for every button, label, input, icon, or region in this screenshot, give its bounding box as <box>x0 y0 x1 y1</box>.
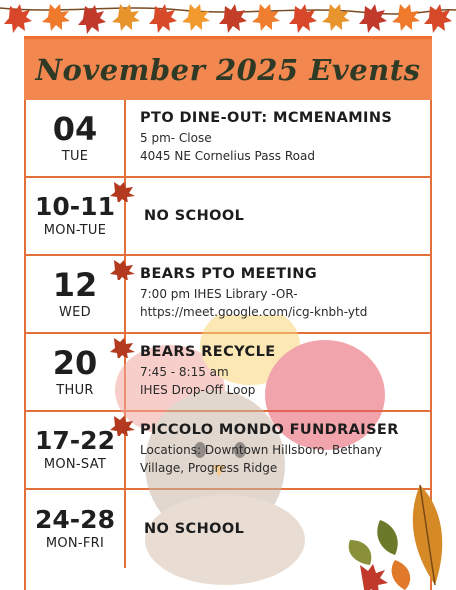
event-title: PTO DINE-OUT: MCMENAMINS <box>140 110 393 126</box>
event-row <box>26 334 430 412</box>
event-date: 12 <box>52 265 98 304</box>
event-row <box>26 256 430 334</box>
event-line: 7:45 - 8:15 am <box>140 365 229 379</box>
maple-leaf-icon <box>110 256 138 280</box>
event-line: 4045 NE Cornelius Pass Road <box>140 149 315 163</box>
event-date: 04 <box>52 109 98 148</box>
event-line: Locations: Downtown Hillsboro, Bethany <box>140 443 383 457</box>
event-details <box>126 178 430 254</box>
event-date: 20 <box>52 343 98 382</box>
event-details <box>126 100 430 176</box>
event-title: NO SCHOOL <box>144 521 245 537</box>
event-row <box>26 100 430 178</box>
event-day: TUE <box>61 148 89 164</box>
event-day: WED <box>59 304 91 320</box>
autumn-leaves-icon <box>340 485 456 590</box>
event-title: BEARS PTO MEETING <box>140 266 318 282</box>
event-day: MON-FRI <box>45 536 105 551</box>
event-day: MON-TUE <box>43 223 107 238</box>
maple-leaf-icon <box>110 412 138 436</box>
event-date: 17-22 <box>35 426 115 455</box>
event-row <box>26 178 430 256</box>
event-day: THUR <box>56 382 94 398</box>
event-title: PICCOLO MONDO FUNDRAISER <box>140 422 399 438</box>
event-details <box>126 334 430 410</box>
event-line: IHES Drop-Off Loop <box>140 383 256 397</box>
event-day: MON-SAT <box>43 457 107 472</box>
page-header <box>24 36 432 100</box>
event-details <box>126 256 430 332</box>
leaf-garland <box>0 0 456 36</box>
event-line: Village, Progress Ridge <box>140 461 278 475</box>
event-title: BEARS RECYCLE <box>140 344 276 360</box>
event-row <box>26 412 430 490</box>
event-line: 5 pm- Close <box>140 131 212 145</box>
meeting-link[interactable]: https://meet.google.com/icg-knbh-ytd <box>140 305 368 319</box>
event-details <box>126 412 430 488</box>
date-cell <box>26 100 126 176</box>
event-title: NO SCHOOL <box>144 208 245 224</box>
maple-leaf-icon <box>110 178 138 202</box>
page-title: November 2025 Events <box>35 52 421 87</box>
event-date: 10-11 <box>35 192 115 221</box>
maple-leaf-icon <box>110 334 138 358</box>
event-date: 24-28 <box>35 505 115 534</box>
event-line: 7:00 pm IHES Library -OR- <box>140 287 298 301</box>
